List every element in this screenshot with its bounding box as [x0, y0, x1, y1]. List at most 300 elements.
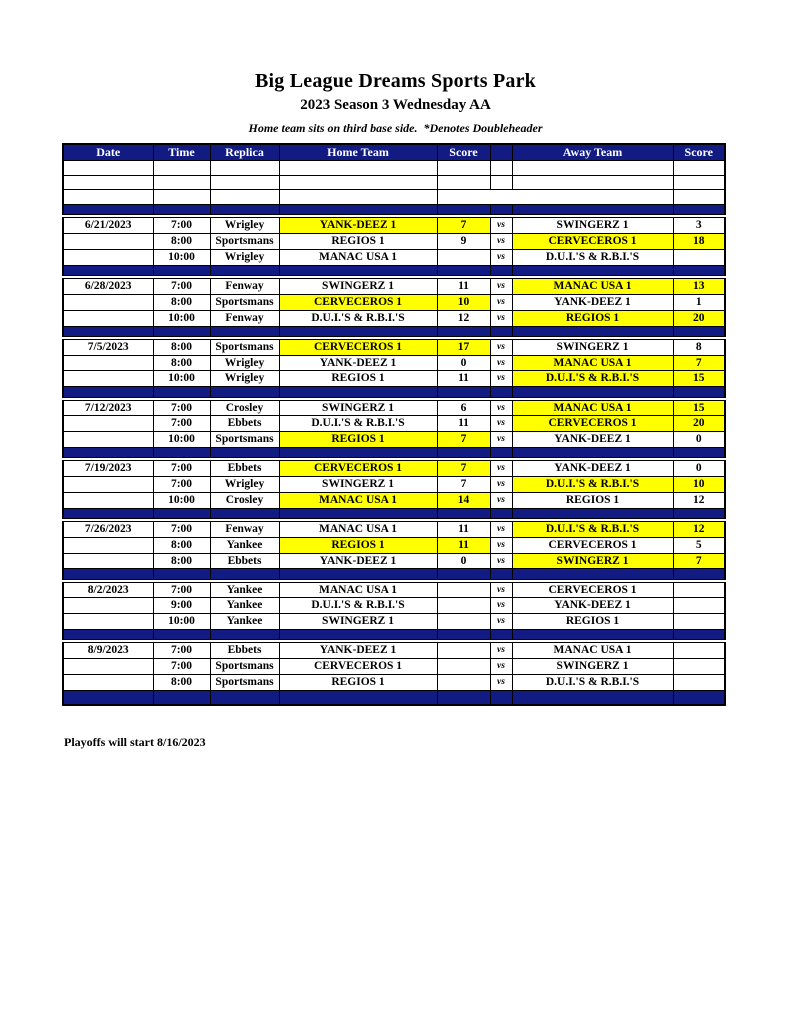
replica-cell: Crosley	[210, 399, 279, 416]
away-score-cell	[673, 598, 725, 614]
divider-cell	[490, 569, 512, 581]
away-team-cell: SWINGERZ 1	[512, 659, 673, 675]
home-team-cell: REGIOS 1	[279, 537, 437, 553]
date-cell: 6/21/2023	[63, 216, 153, 233]
time-cell: 8:00	[153, 537, 210, 553]
game-row	[63, 355, 725, 371]
divider-cell	[279, 569, 437, 581]
away-score-cell: 7	[673, 553, 725, 569]
divider-cell	[153, 690, 210, 705]
away-team-cell: REGIOS 1	[512, 614, 673, 630]
divider-cell	[673, 690, 725, 705]
away-team-cell: D.U.I.'S & R.B.I.'S	[512, 250, 673, 266]
home-team-cell: CERVECEROS 1	[279, 338, 437, 355]
date-cell	[63, 659, 153, 675]
home-score-cell: 17	[437, 338, 490, 355]
time-cell	[153, 175, 210, 190]
away-team-cell: MANAC USA 1	[512, 277, 673, 294]
vs-cell: vs	[490, 277, 512, 294]
date-cell: 8/2/2023	[63, 581, 153, 598]
divider-cell	[490, 265, 512, 277]
game-row	[63, 598, 725, 614]
divider-cell	[490, 326, 512, 338]
time-cell: 7:00	[153, 477, 210, 493]
home-score-cell: 0	[437, 553, 490, 569]
game-row	[63, 234, 725, 250]
divider-row	[63, 508, 725, 520]
divider-cell	[63, 508, 153, 520]
away-team-cell: CERVECEROS 1	[512, 416, 673, 432]
date-cell	[63, 310, 153, 326]
date-cell	[63, 492, 153, 508]
replica-cell: Sportsmans	[210, 294, 279, 310]
vs-cell: vs	[490, 537, 512, 553]
away-score-cell: 0	[673, 432, 725, 448]
away-team-cell: D.U.I.'S & R.B.I.'S	[512, 477, 673, 493]
divider-cell	[279, 265, 437, 277]
home-team-cell: YANK-DEEZ 1	[279, 355, 437, 371]
home-team-cell: SWINGERZ 1	[279, 614, 437, 630]
divider-cell	[153, 205, 210, 217]
divider-row	[63, 569, 725, 581]
home-team-cell: REGIOS 1	[279, 371, 437, 387]
divider-cell	[437, 387, 490, 399]
divider-cell	[153, 447, 210, 459]
vs-cell: vs	[490, 371, 512, 387]
time-cell: 7:00	[153, 659, 210, 675]
date-cell	[63, 250, 153, 266]
divider-cell	[437, 569, 490, 581]
away-score-cell	[673, 190, 725, 205]
vs-cell: vs	[490, 614, 512, 630]
home-score-cell: 11	[437, 520, 490, 537]
divider-cell	[153, 508, 210, 520]
vs-cell: vs	[490, 416, 512, 432]
home-score-cell: 12	[437, 310, 490, 326]
divider-cell	[512, 447, 673, 459]
vs-cell: vs	[490, 234, 512, 250]
divider-cell	[490, 508, 512, 520]
away-team-cell: YANK-DEEZ 1	[512, 294, 673, 310]
replica-cell: Ebbets	[210, 553, 279, 569]
vs-cell: vs	[490, 216, 512, 233]
away-score-cell: 18	[673, 234, 725, 250]
away-team-cell	[512, 190, 673, 205]
divider-cell	[437, 265, 490, 277]
vs-cell	[490, 190, 512, 205]
away-team-cell	[512, 175, 673, 190]
divider-cell	[153, 630, 210, 642]
date-cell: 8/9/2023	[63, 641, 153, 658]
replica-cell: Wrigley	[210, 371, 279, 387]
date-cell: 7/5/2023	[63, 338, 153, 355]
divider-cell	[490, 690, 512, 705]
away-score-cell: 12	[673, 520, 725, 537]
replica-cell: Ebbets	[210, 641, 279, 658]
away-score-cell	[673, 641, 725, 658]
away-score-cell: 3	[673, 216, 725, 233]
divider-cell	[63, 630, 153, 642]
game-row	[63, 371, 725, 387]
home-team-cell: D.U.I.'S & R.B.I.'S	[279, 416, 437, 432]
divider-cell	[279, 447, 437, 459]
away-team-cell: D.U.I.'S & R.B.I.'S	[512, 674, 673, 690]
vs-cell: vs	[490, 492, 512, 508]
empty-row	[63, 190, 725, 205]
home-team-cell: YANK-DEEZ 1	[279, 553, 437, 569]
divider-cell	[490, 205, 512, 217]
divider-cell	[210, 205, 279, 217]
divider-cell	[673, 569, 725, 581]
replica-cell: Sportsmans	[210, 674, 279, 690]
time-cell: 10:00	[153, 250, 210, 266]
home-team-cell: CERVECEROS 1	[279, 294, 437, 310]
divider-cell	[210, 569, 279, 581]
home-team-cell: SWINGERZ 1	[279, 277, 437, 294]
home-score-cell: 11	[437, 371, 490, 387]
replica-cell: Wrigley	[210, 355, 279, 371]
home-team-cell: SWINGERZ 1	[279, 477, 437, 493]
game-row	[63, 659, 725, 675]
away-score-cell	[673, 581, 725, 598]
divider-cell	[512, 630, 673, 642]
date-cell: 6/28/2023	[63, 277, 153, 294]
away-score-cell: 0	[673, 459, 725, 476]
away-score-cell: 15	[673, 399, 725, 416]
time-cell: 10:00	[153, 432, 210, 448]
vs-cell: vs	[490, 553, 512, 569]
column-header-vs-spacer	[490, 144, 512, 160]
home-score-cell	[437, 598, 490, 614]
home-score-cell: 7	[437, 432, 490, 448]
game-row	[63, 294, 725, 310]
divider-cell	[437, 447, 490, 459]
home-score-cell	[437, 659, 490, 675]
game-row	[63, 520, 725, 537]
divider-cell	[153, 265, 210, 277]
replica-cell: Yankee	[210, 581, 279, 598]
replica-cell: Ebbets	[210, 416, 279, 432]
divider-cell	[63, 205, 153, 217]
home-score-cell: 7	[437, 216, 490, 233]
game-row	[63, 432, 725, 448]
divider-row	[63, 387, 725, 399]
divider-cell	[210, 508, 279, 520]
replica-cell: Sportsmans	[210, 432, 279, 448]
date-cell	[63, 477, 153, 493]
vs-cell: vs	[490, 250, 512, 266]
away-team-cell: D.U.I.'S & R.B.I.'S	[512, 371, 673, 387]
date-cell	[63, 294, 153, 310]
time-cell: 9:00	[153, 598, 210, 614]
divider-cell	[210, 690, 279, 705]
vs-cell: vs	[490, 641, 512, 658]
game-row	[63, 216, 725, 233]
date-cell	[63, 175, 153, 190]
divider-cell	[63, 326, 153, 338]
game-row	[63, 459, 725, 476]
divider-cell	[512, 387, 673, 399]
home-score-cell: 7	[437, 459, 490, 476]
home-team-cell: D.U.I.'S & R.B.I.'S	[279, 310, 437, 326]
replica-cell: Crosley	[210, 492, 279, 508]
away-score-cell: 5	[673, 537, 725, 553]
time-cell: 7:00	[153, 216, 210, 233]
replica-cell: Fenway	[210, 310, 279, 326]
home-score-cell	[437, 190, 490, 205]
playoffs-note: Playoffs will start 8/16/2023	[64, 735, 206, 749]
vs-cell: vs	[490, 581, 512, 598]
date-cell	[63, 160, 153, 175]
game-row	[63, 277, 725, 294]
time-cell: 7:00	[153, 641, 210, 658]
divider-cell	[279, 508, 437, 520]
time-cell: 7:00	[153, 399, 210, 416]
date-cell: 7/12/2023	[63, 399, 153, 416]
divider-cell	[512, 265, 673, 277]
home-score-cell	[437, 581, 490, 598]
replica-cell: Ebbets	[210, 459, 279, 476]
schedule-table	[62, 143, 726, 706]
divider-cell	[210, 265, 279, 277]
home-score-cell: 10	[437, 294, 490, 310]
vs-cell: vs	[490, 432, 512, 448]
replica-cell	[210, 175, 279, 190]
divider-cell	[153, 387, 210, 399]
home-team-cell: YANK-DEEZ 1	[279, 216, 437, 233]
replica-cell	[210, 160, 279, 175]
time-cell: 7:00	[153, 520, 210, 537]
away-team-cell: CERVECEROS 1	[512, 581, 673, 598]
divider-cell	[512, 690, 673, 705]
away-score-cell: 10	[673, 477, 725, 493]
away-team-cell	[512, 160, 673, 175]
away-team-cell: YANK-DEEZ 1	[512, 432, 673, 448]
time-cell	[153, 190, 210, 205]
home-team-cell: CERVECEROS 1	[279, 459, 437, 476]
away-team-cell: MANAC USA 1	[512, 399, 673, 416]
date-cell	[63, 355, 153, 371]
time-cell: 8:00	[153, 355, 210, 371]
home-team-cell: MANAC USA 1	[279, 581, 437, 598]
table-header-row	[63, 144, 725, 160]
vs-cell: vs	[490, 659, 512, 675]
date-cell	[63, 190, 153, 205]
divider-cell	[63, 265, 153, 277]
divider-cell	[63, 690, 153, 705]
home-team-cell: D.U.I.'S & R.B.I.'S	[279, 598, 437, 614]
away-score-cell: 12	[673, 492, 725, 508]
game-row	[63, 614, 725, 630]
away-team-cell: REGIOS 1	[512, 492, 673, 508]
divider-cell	[673, 326, 725, 338]
away-team-cell: MANAC USA 1	[512, 641, 673, 658]
divider-row	[63, 205, 725, 217]
vs-cell: vs	[490, 338, 512, 355]
home-team-cell: SWINGERZ 1	[279, 399, 437, 416]
away-score-cell	[673, 614, 725, 630]
date-cell: 7/19/2023	[63, 459, 153, 476]
replica-cell: Wrigley	[210, 250, 279, 266]
time-cell: 8:00	[153, 234, 210, 250]
vs-cell: vs	[490, 294, 512, 310]
date-cell	[63, 674, 153, 690]
divider-cell	[490, 630, 512, 642]
home-score-cell: 11	[437, 277, 490, 294]
time-cell: 7:00	[153, 581, 210, 598]
column-header-score: Score	[437, 144, 490, 160]
home-team-cell: REGIOS 1	[279, 432, 437, 448]
date-cell	[63, 553, 153, 569]
replica-cell: Sportsmans	[210, 659, 279, 675]
divider-cell	[437, 326, 490, 338]
replica-cell: Yankee	[210, 598, 279, 614]
home-team-cell: CERVECEROS 1	[279, 659, 437, 675]
divider-cell	[673, 630, 725, 642]
column-header-home-team: Home Team	[279, 144, 437, 160]
date-cell	[63, 416, 153, 432]
vs-cell: vs	[490, 355, 512, 371]
divider-row	[63, 447, 725, 459]
time-cell: 8:00	[153, 674, 210, 690]
divider-cell	[512, 326, 673, 338]
away-score-cell: 13	[673, 277, 725, 294]
divider-cell	[279, 630, 437, 642]
away-score-cell: 20	[673, 310, 725, 326]
divider-cell	[210, 447, 279, 459]
divider-cell	[673, 508, 725, 520]
home-score-cell: 6	[437, 399, 490, 416]
game-row	[63, 537, 725, 553]
divider-cell	[210, 630, 279, 642]
home-score-cell	[437, 160, 490, 175]
date-cell	[63, 598, 153, 614]
away-score-cell: 15	[673, 371, 725, 387]
home-score-cell	[437, 250, 490, 266]
time-cell: 7:00	[153, 416, 210, 432]
divider-cell	[63, 447, 153, 459]
vs-cell: vs	[490, 310, 512, 326]
date-cell	[63, 432, 153, 448]
game-row	[63, 250, 725, 266]
date-cell	[63, 537, 153, 553]
vs-cell: vs	[490, 399, 512, 416]
date-cell	[63, 234, 153, 250]
vs-cell	[490, 160, 512, 175]
divider-cell	[512, 569, 673, 581]
home-score-cell	[437, 175, 490, 190]
game-row	[63, 399, 725, 416]
date-cell: 7/26/2023	[63, 520, 153, 537]
game-row	[63, 674, 725, 690]
away-team-cell: SWINGERZ 1	[512, 338, 673, 355]
divider-cell	[512, 508, 673, 520]
home-team-cell	[279, 190, 437, 205]
replica-cell	[210, 190, 279, 205]
home-score-cell	[437, 674, 490, 690]
replica-cell: Yankee	[210, 614, 279, 630]
vs-cell: vs	[490, 520, 512, 537]
away-team-cell: YANK-DEEZ 1	[512, 598, 673, 614]
divider-cell	[512, 205, 673, 217]
column-header-score: Score	[673, 144, 725, 160]
game-row	[63, 416, 725, 432]
away-team-cell: CERVECEROS 1	[512, 537, 673, 553]
divider-cell	[673, 265, 725, 277]
away-score-cell: 1	[673, 294, 725, 310]
divider-cell	[279, 326, 437, 338]
divider-cell	[490, 447, 512, 459]
game-row	[63, 310, 725, 326]
divider-cell	[153, 569, 210, 581]
time-cell	[153, 160, 210, 175]
divider-cell	[279, 387, 437, 399]
home-score-cell	[437, 614, 490, 630]
away-score-cell	[673, 175, 725, 190]
divider-cell	[63, 387, 153, 399]
date-cell	[63, 614, 153, 630]
home-team-cell: MANAC USA 1	[279, 250, 437, 266]
column-header-replica: Replica	[210, 144, 279, 160]
game-row	[63, 553, 725, 569]
column-header-date: Date	[63, 144, 153, 160]
away-score-cell: 7	[673, 355, 725, 371]
away-score-cell	[673, 160, 725, 175]
home-score-cell: 0	[437, 355, 490, 371]
divider-cell	[210, 326, 279, 338]
home-team-cell: REGIOS 1	[279, 674, 437, 690]
vs-cell	[490, 175, 512, 190]
home-score-cell: 11	[437, 416, 490, 432]
divider-cell	[63, 569, 153, 581]
home-score-cell: 14	[437, 492, 490, 508]
time-cell: 10:00	[153, 614, 210, 630]
away-team-cell: MANAC USA 1	[512, 355, 673, 371]
divider-row	[63, 690, 725, 705]
time-cell: 10:00	[153, 492, 210, 508]
column-header-time: Time	[153, 144, 210, 160]
vs-cell: vs	[490, 459, 512, 476]
game-row	[63, 477, 725, 493]
vs-cell: vs	[490, 674, 512, 690]
home-score-cell: 9	[437, 234, 490, 250]
empty-row	[63, 160, 725, 175]
time-cell: 8:00	[153, 553, 210, 569]
divider-cell	[279, 690, 437, 705]
away-score-cell	[673, 659, 725, 675]
away-team-cell: YANK-DEEZ 1	[512, 459, 673, 476]
divider-cell	[490, 387, 512, 399]
home-team-cell	[279, 175, 437, 190]
home-team-cell: YANK-DEEZ 1	[279, 641, 437, 658]
vs-cell: vs	[490, 477, 512, 493]
divider-cell	[210, 387, 279, 399]
home-team-cell: REGIOS 1	[279, 234, 437, 250]
home-team-cell: MANAC USA 1	[279, 492, 437, 508]
away-score-cell	[673, 674, 725, 690]
away-team-cell: D.U.I.'S & R.B.I.'S	[512, 520, 673, 537]
away-team-cell: CERVECEROS 1	[512, 234, 673, 250]
replica-cell: Fenway	[210, 277, 279, 294]
away-team-cell: SWINGERZ 1	[512, 553, 673, 569]
home-team-cell	[279, 160, 437, 175]
away-score-cell: 8	[673, 338, 725, 355]
divider-row	[63, 265, 725, 277]
time-cell: 7:00	[153, 459, 210, 476]
divider-row	[63, 630, 725, 642]
divider-cell	[153, 326, 210, 338]
away-team-cell: SWINGERZ 1	[512, 216, 673, 233]
